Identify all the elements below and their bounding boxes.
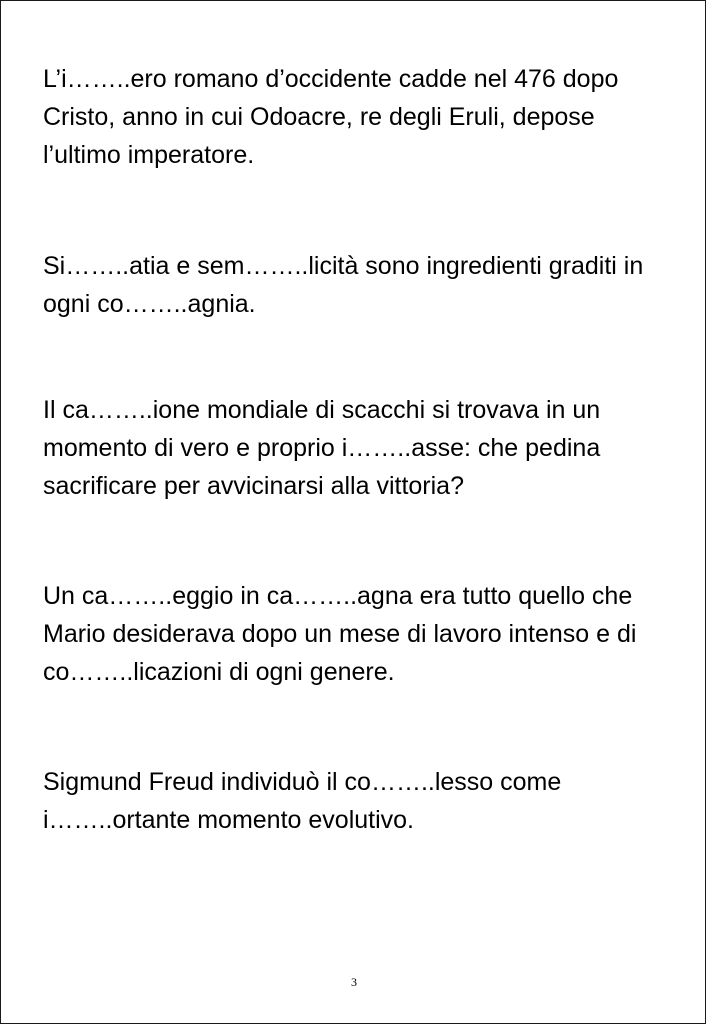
exercise-sentence-4 bbox=[43, 577, 683, 691]
text-line: Cristo, anno in cui Odoacre, re degli Eruli, depose bbox=[43, 103, 595, 131]
text-line: l’ultimo imperatore. bbox=[43, 141, 255, 169]
text-line: Il ca……..ione mondiale di scacchi si trovava in un bbox=[43, 396, 601, 424]
exercise-sentence-3 bbox=[43, 391, 683, 505]
text-line: Mario desiderava dopo un mese di lavoro intenso e di bbox=[43, 620, 637, 648]
exercise-sentence-1 bbox=[43, 60, 683, 174]
text-line: L’i……..ero romano d’occidente cadde nel 476 dopo bbox=[43, 65, 619, 93]
text-line: Un ca……..eggio in ca……..agna era tutto quello che bbox=[43, 582, 633, 610]
text-line: momento di vero e proprio i……..asse: che pedina bbox=[43, 434, 601, 462]
exercise-sentence-5 bbox=[43, 763, 683, 839]
text-line: i……..ortante momento evolutivo. bbox=[43, 806, 414, 834]
text-line: co……..licazioni di ogni genere. bbox=[43, 658, 395, 686]
text-line: sacrificare per avvicinarsi alla vittoria? bbox=[43, 472, 464, 500]
text-line: Sigmund Freud individuò il co……..lesso come bbox=[43, 768, 562, 796]
text-line: Si……..atia e sem……..licità sono ingredienti graditi in bbox=[43, 252, 644, 280]
text-line: ogni co……..agnia. bbox=[43, 290, 256, 318]
page-number: 3 bbox=[351, 975, 357, 989]
exercise-sentence-2 bbox=[43, 247, 683, 323]
